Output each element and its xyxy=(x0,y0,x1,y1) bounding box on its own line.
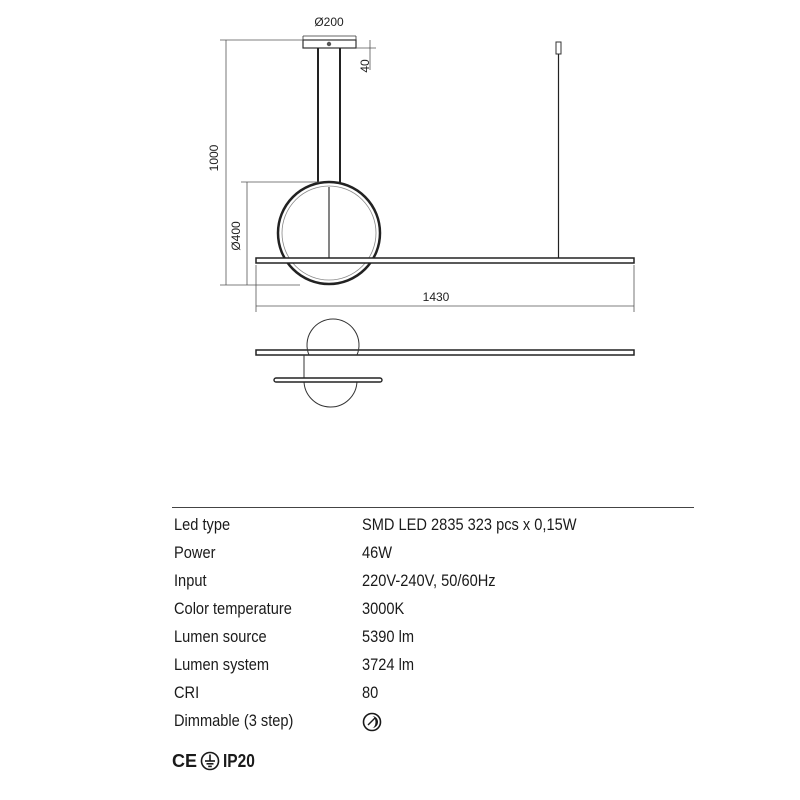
suspension-rods xyxy=(318,48,340,183)
spec-value: 5390 lm xyxy=(362,627,415,646)
spec-label: Color temperature xyxy=(174,599,292,618)
spec-value: 46W xyxy=(362,543,393,562)
spec-label: CRI xyxy=(174,683,200,702)
right-suspension-cable xyxy=(556,42,561,258)
total-height-label: 1000 xyxy=(207,144,221,172)
bar-length-dimension xyxy=(256,265,634,312)
spec-label: Input xyxy=(174,571,207,590)
spec-row xyxy=(174,539,611,567)
canopy xyxy=(303,36,356,48)
spec-row xyxy=(174,595,611,623)
spec-label: Led type xyxy=(174,515,231,534)
spec-value: SMD LED 2835 323 pcs x 0,15W xyxy=(362,515,577,534)
ip-rating: IP20 xyxy=(223,750,255,771)
spec-row xyxy=(174,651,611,679)
light-bar xyxy=(256,258,634,263)
spec-row xyxy=(174,567,611,595)
spec-value: 80 xyxy=(362,683,379,702)
dimmable-icon xyxy=(362,712,382,732)
bar-length-label: 1430 xyxy=(422,290,450,304)
spec-value: 3000K xyxy=(362,599,405,618)
spec-label: Lumen source xyxy=(174,627,267,646)
spec-label: Dimmable (3 step) xyxy=(174,711,294,730)
canopy-diameter-label: Ø200 xyxy=(314,15,344,29)
certification-marks xyxy=(172,748,260,774)
spec-row xyxy=(174,707,611,735)
spec-row xyxy=(174,511,611,539)
spec-label: Lumen system xyxy=(174,655,270,674)
spec-row xyxy=(174,679,611,707)
ground-symbol-icon xyxy=(200,751,220,771)
ring-diameter-dimension xyxy=(241,182,320,285)
canopy-height-label: 40 xyxy=(358,59,372,73)
spec-value: 220V-240V, 50/60Hz xyxy=(362,571,496,590)
spec-divider xyxy=(172,507,694,508)
spec-row xyxy=(174,623,611,651)
spec-table xyxy=(174,511,611,735)
top-view xyxy=(256,319,634,407)
spec-label: Power xyxy=(174,543,216,562)
ring-diameter-label: Ø400 xyxy=(229,221,243,251)
spec-value: 3724 lm xyxy=(362,655,415,674)
ce-mark: CE xyxy=(172,750,198,771)
